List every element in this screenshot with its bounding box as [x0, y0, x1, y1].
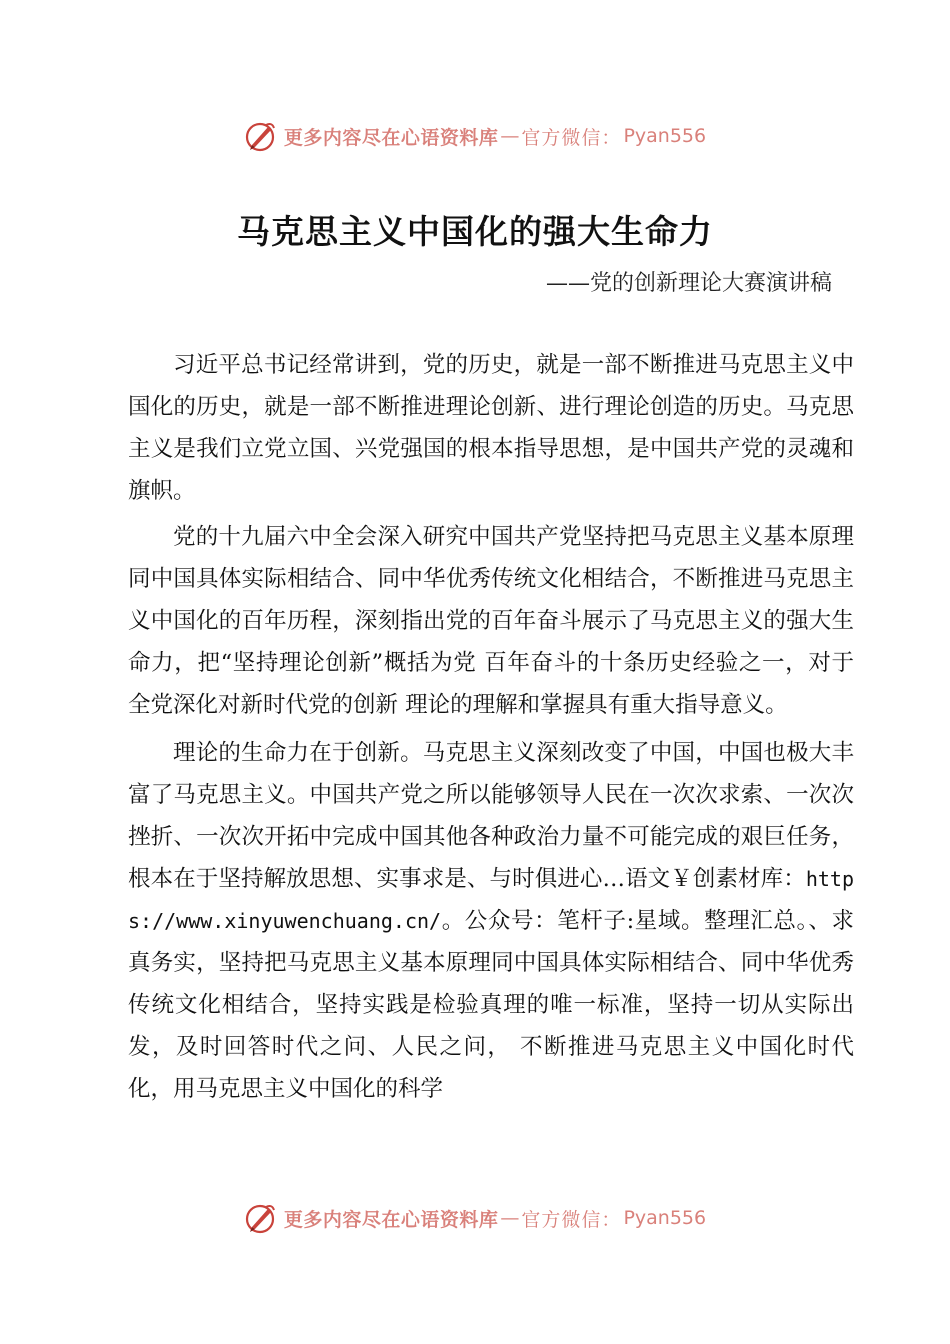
document-title: 马克思主义中国化的强大生命力 [237, 212, 713, 251]
pen-logo-icon [244, 119, 278, 153]
banner-wechat-id: Pyan556 [623, 125, 707, 147]
paragraph-3-url-a: https:// [128, 867, 854, 933]
banner-text-bold: 更多内容尽在心语资料库 [283, 1208, 499, 1231]
banner-separator: — [500, 125, 520, 147]
paragraph-3-part-1: 理论的生命力在于创新。马克思主义深刻改变了中国，中国也极大丰富了马克思主义。中国共产党之所以能够领导人民在一次次求索、一次次挫折、一次次开拓中完成中国其他各种政治力量不可能完成的艰巨任务，根本在于坚持解放思想、实事求是、与时俱进心…语文￥创素材库： [128, 740, 854, 892]
paragraph-3 [128, 732, 854, 1110]
banner-wechat-id: Pyan556 [623, 1207, 707, 1229]
document-subtitle: ——党的创新理论大赛演讲稿 [545, 271, 832, 296]
paragraph-1: 习近平总书记经常讲到，党的历史，就是一部不断推进马克思主义中国化的历史，就是一部不断推进理论创新、进行理论创造的历史。马克思主义是我们立党立国、兴党强国的根本指导思想，是中国共产党的灵魂和旗帜。 [128, 352, 854, 504]
banner-official-label: 官方微信： [521, 1208, 622, 1231]
banner-separator: — [500, 1207, 520, 1229]
document-body [128, 344, 854, 1110]
paragraph-3-url-b: www.xinyuwenchuang.cn/ [176, 909, 442, 933]
pen-logo-icon [244, 1201, 278, 1235]
footer-banner [0, 1198, 950, 1238]
banner-text-bold: 更多内容尽在心语资料库 [283, 126, 499, 149]
paragraph-2: 党的十九届六中全会深入研究中国共产党坚持把马克思主义基本原理同中国具体实际相结合、同中华优秀传统文化相结合，不断推进马克思主义中国化的百年历程，深刻指出党的百年奋斗展示了马克思主义的强大生命力，把“坚持理论创新”概括为党 百年奋斗的十条历史经验之一，对于全党深化对新时代党的创新 理论的理解和掌握具有重大指导意义。 [128, 524, 854, 718]
banner-official-label: 官方微信： [521, 126, 622, 149]
header-banner [0, 116, 950, 156]
paragraph-3-part-2: 。公众号：笔杆子:星域。整理汇总。、求真务实，坚持把马克思主义基本原理同中国具体实际相结合、同中华优秀传统文化相结合，坚持实践是检验真理的唯一标准，坚持一切从实际出发，及时回答时代之问、人民之问， 不断推进马克思主义中国化时代化，用马克思主义中国化的科学 [128, 908, 854, 1102]
